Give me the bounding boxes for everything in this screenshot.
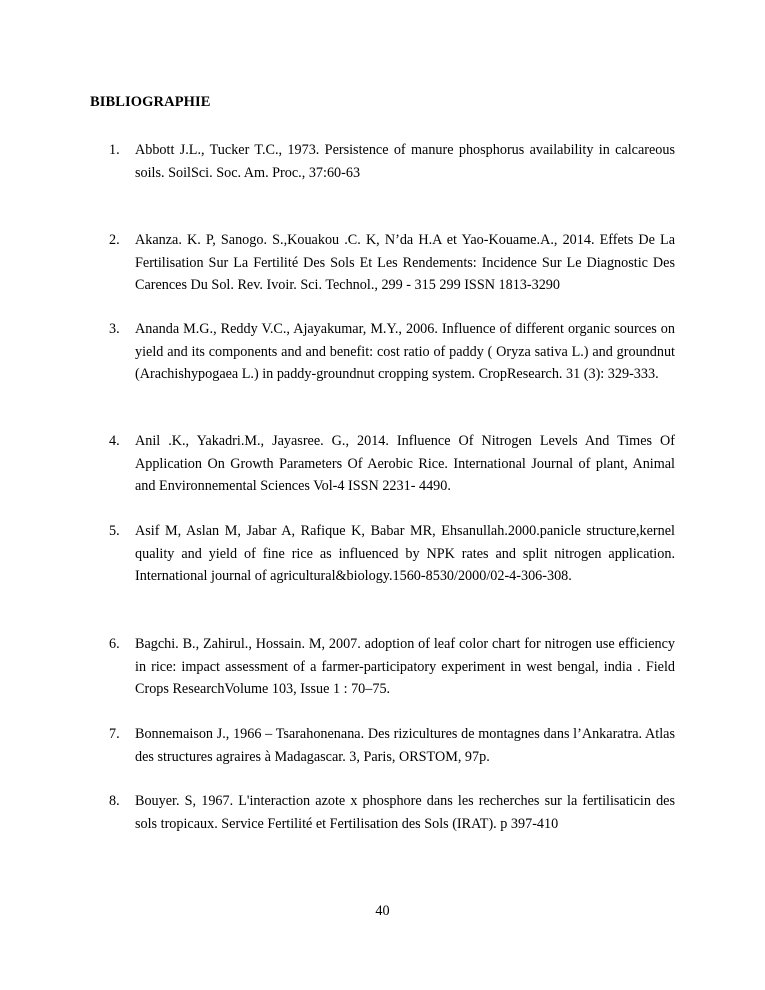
reference-number: 6. xyxy=(109,636,120,652)
bibliography-heading: BIBLIOGRAPHIE xyxy=(90,94,211,110)
reference-item-1 xyxy=(109,139,675,184)
reference-item-3 xyxy=(109,318,675,386)
reference-number: 4. xyxy=(109,433,120,449)
reference-text: Akanza. K. P, Sanogo. S.,Kouakou .C. K, N’da H.A et Yao-Kouame.A., 2014. Effets De La Fertilisation Sur La Fertilité Des Sols Et Les Rendements: Incidence Sur Le Diagnostic Des Carences Du Sol. Rev. Ivoir. Sci. Technol., 299 - 315 299 ISSN 1813-3290 xyxy=(135,232,675,293)
reference-number: 5. xyxy=(109,523,120,539)
reference-item-5 xyxy=(109,520,675,588)
page-number: 40 xyxy=(375,903,390,919)
reference-number: 7. xyxy=(109,726,120,742)
reference-text: Asif M, Aslan M, Jabar A, Rafique K, Babar MR, Ehsanullah.2000.panicle structure,kernel quality and yield of fine rice as influenced by NPK rates and split nitrogen application. International journal of agricultural&biology.1560-8530/2000/02-4-306-308. xyxy=(135,523,675,584)
reference-item-7 xyxy=(109,723,675,768)
reference-text: Bagchi. B., Zahirul., Hossain. M, 2007. adoption of leaf color chart for nitrogen use efficiency in rice: impact assessment of a farmer-participatory experiment in west bengal, india . Field Crops ResearchVolume 103, Issue 1 : 70–75. xyxy=(135,636,675,697)
reference-number: 1. xyxy=(109,142,120,158)
reference-text: Ananda M.G., Reddy V.C., Ajayakumar, M.Y., 2006. Influence of different organic sources on yield and its components and and benefit: cost ratio of paddy ( Oryza sativa L.) and groundnut (Arachishypogaea L.) in paddy-groundnut cropping system. CropResearch. 31 (3): 329-333. xyxy=(135,321,675,382)
reference-text: Abbott J.L., Tucker T.C., 1973. Persistence of manure phosphorus availability in calcareous soils. SoilSci. Soc. Am. Proc., 37:60-63 xyxy=(135,142,675,181)
reference-item-4 xyxy=(109,430,675,498)
reference-number: 2. xyxy=(109,232,120,248)
reference-number: 8. xyxy=(109,793,120,809)
reference-text: Bouyer. S, 1967. L'interaction azote x phosphore dans les recherches sur la fertilisaticin des sols tropicaux. Service Fertilité et Fertilisation des Sols (IRAT). p 397-410 xyxy=(135,793,675,832)
reference-number: 3. xyxy=(109,321,120,337)
reference-text: Anil .K., Yakadri.M., Jayasree. G., 2014. Influence Of Nitrogen Levels And Times Of Application On Growth Parameters Of Aerobic Rice. International Journal of plant, Animal and Environnemental Sciences Vol-4 ISSN 2231- 4490. xyxy=(135,433,675,494)
reference-item-2 xyxy=(109,229,675,297)
reference-text: Bonnemaison J., 1966 – Tsarahonenana. Des rizicultures de montagnes dans l’Ankaratra. Atlas des structures agraires à Madagascar. 3, Paris, ORSTOM, 97p. xyxy=(135,726,675,765)
reference-item-6 xyxy=(109,633,675,701)
reference-item-8 xyxy=(109,790,675,835)
